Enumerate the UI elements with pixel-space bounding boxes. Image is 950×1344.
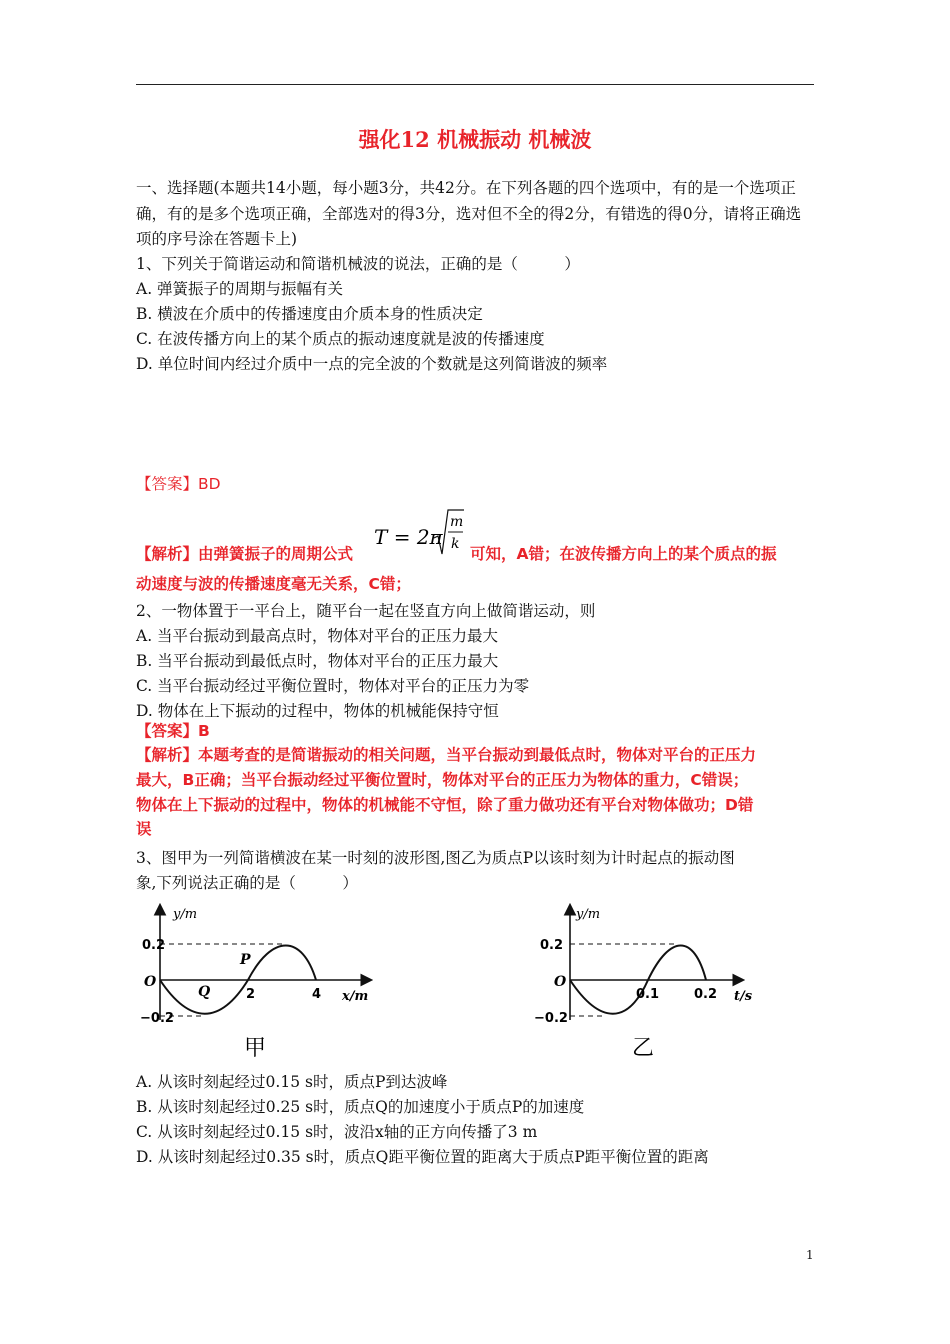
q1-analysis-line2: 动速度与波的传播速度毫无关系，C错； [136, 575, 411, 593]
q2-analysis-line2: 最大，B正确；当平台振动经过平衡位置时，物体对平台的正压力为物体的重力，C错误； [136, 771, 749, 789]
section-intro: 一、选择题(本题共14小题，每小题3分，共42分。在下列各题的四个选项中，有的是一个选项正确，有的是多个选项正确，全部选对的得3分，选对但不全的得2分，有错选的得0分，请将正确选项的序号涂在答题卡上) [136, 179, 802, 248]
formula-denominator: k [451, 536, 460, 552]
vib-xlabel: t/s [734, 989, 753, 1004]
q3-option-d: D. 从该时刻起经过0.35 s时，质点Q距平衡位置的距离大于质点P距平衡位置的距离 [136, 1148, 709, 1166]
formula-lhs: T = 2π [374, 525, 443, 549]
figure-vibration-graph [530, 900, 765, 1065]
wave-origin: O [144, 974, 157, 990]
vib-ytick-top: 0.2 [540, 938, 564, 953]
wave-xlabel: x/m [342, 989, 369, 1004]
wave-ytick-bottom: −0.2 [140, 1011, 174, 1026]
figure-wave-graph [140, 900, 380, 1065]
wave-ylabel: y/m [173, 907, 198, 922]
q1-analysis-tail: 可知，A错；在波传播方向上的某个质点的振 [470, 545, 777, 563]
q2-option-b: B. 当平台振动到最低点时，物体对平台的正压力最大 [136, 652, 499, 670]
q3-option-b: B. 从该时刻起经过0.25 s时，质点Q的加速度小于质点P的加速度 [136, 1098, 585, 1116]
q1-answer-text: 【答案】BD [136, 475, 221, 493]
q3-option-c: C. 从该时刻起经过0.15 s时，波沿x轴的正方向传播了3 m [136, 1123, 538, 1141]
q1-option-a: A. 弹簧振子的周期与振幅有关 [136, 280, 344, 298]
formula-numerator: m [450, 514, 464, 530]
q2-analysis-line1: 【解析】本题考查的是简谐振动的相关问题，当平台振动到最低点时，物体对平台的正压力 [136, 746, 757, 764]
page-number: 1 [806, 1248, 814, 1262]
wave-ytick-top: 0.2 [142, 938, 166, 953]
wave-xtick-4: 4 [312, 987, 322, 1002]
q1-stem: 1、下列关于简谐运动和简谐机械波的说法，正确的是（ ） [136, 255, 580, 273]
q3-stem-line1: 3、图甲为一列简谐横波在某一时刻的波形图,图乙为质点P以该时刻为计时起点的振动图 [136, 849, 735, 867]
q3-option-a: A. 从该时刻起经过0.15 s时，质点P到达波峰 [136, 1073, 448, 1091]
wave-caption: 甲 [244, 1036, 267, 1061]
vib-xtick-01: 0.1 [636, 987, 660, 1002]
q2-analysis-line3: 物体在上下振动的过程中，物体的机械能不守恒，除了重力做功还有平台对物体做功；D错 [136, 796, 754, 814]
wave-xtick-2: 2 [246, 987, 256, 1002]
vib-ylabel: y/m [576, 907, 601, 922]
q2-analysis-line4: 误 [136, 820, 152, 838]
q1-option-c: C. 在波传播方向上的某个质点的振动速度就是波的传播速度 [136, 330, 545, 348]
wave-point-q: Q [198, 984, 211, 1000]
q1-answer [136, 472, 816, 497]
q2-option-c: C. 当平台振动经过平衡位置时，物体对平台的正压力为零 [136, 677, 530, 695]
wave-point-p: P [240, 952, 251, 968]
vib-caption: 乙 [632, 1036, 655, 1061]
vib-xtick-02: 0.2 [694, 987, 718, 1002]
page-title: 强化12 机械振动 机械波 [358, 127, 592, 152]
vib-ytick-bottom: −0.2 [534, 1011, 568, 1026]
q2-answer: 【答案】B [136, 722, 210, 740]
q1-analysis-lead: 【解析】由弹簧振子的周期公式 [136, 545, 354, 563]
q1-option-b: B. 横波在介质中的传播速度由介质本身的性质决定 [136, 305, 483, 323]
vib-origin: O [554, 974, 567, 990]
q2-stem: 2、一物体置于一平台上，随平台一起在竖直方向上做简谐运动，则 [136, 602, 596, 620]
q3-stem-line2: 象,下列说法正确的是（ ） [136, 874, 358, 892]
q2-option-a: A. 当平台振动到最高点时，物体对平台的正压力最大 [136, 627, 499, 645]
q1-option-d: D. 单位时间内经过介质中一点的完全波的个数就是这列简谐波的频率 [136, 355, 608, 373]
header-rule [136, 84, 814, 85]
q2-option-d: D. 物体在上下振动的过程中，物体的机械能保持守恒 [136, 702, 499, 720]
